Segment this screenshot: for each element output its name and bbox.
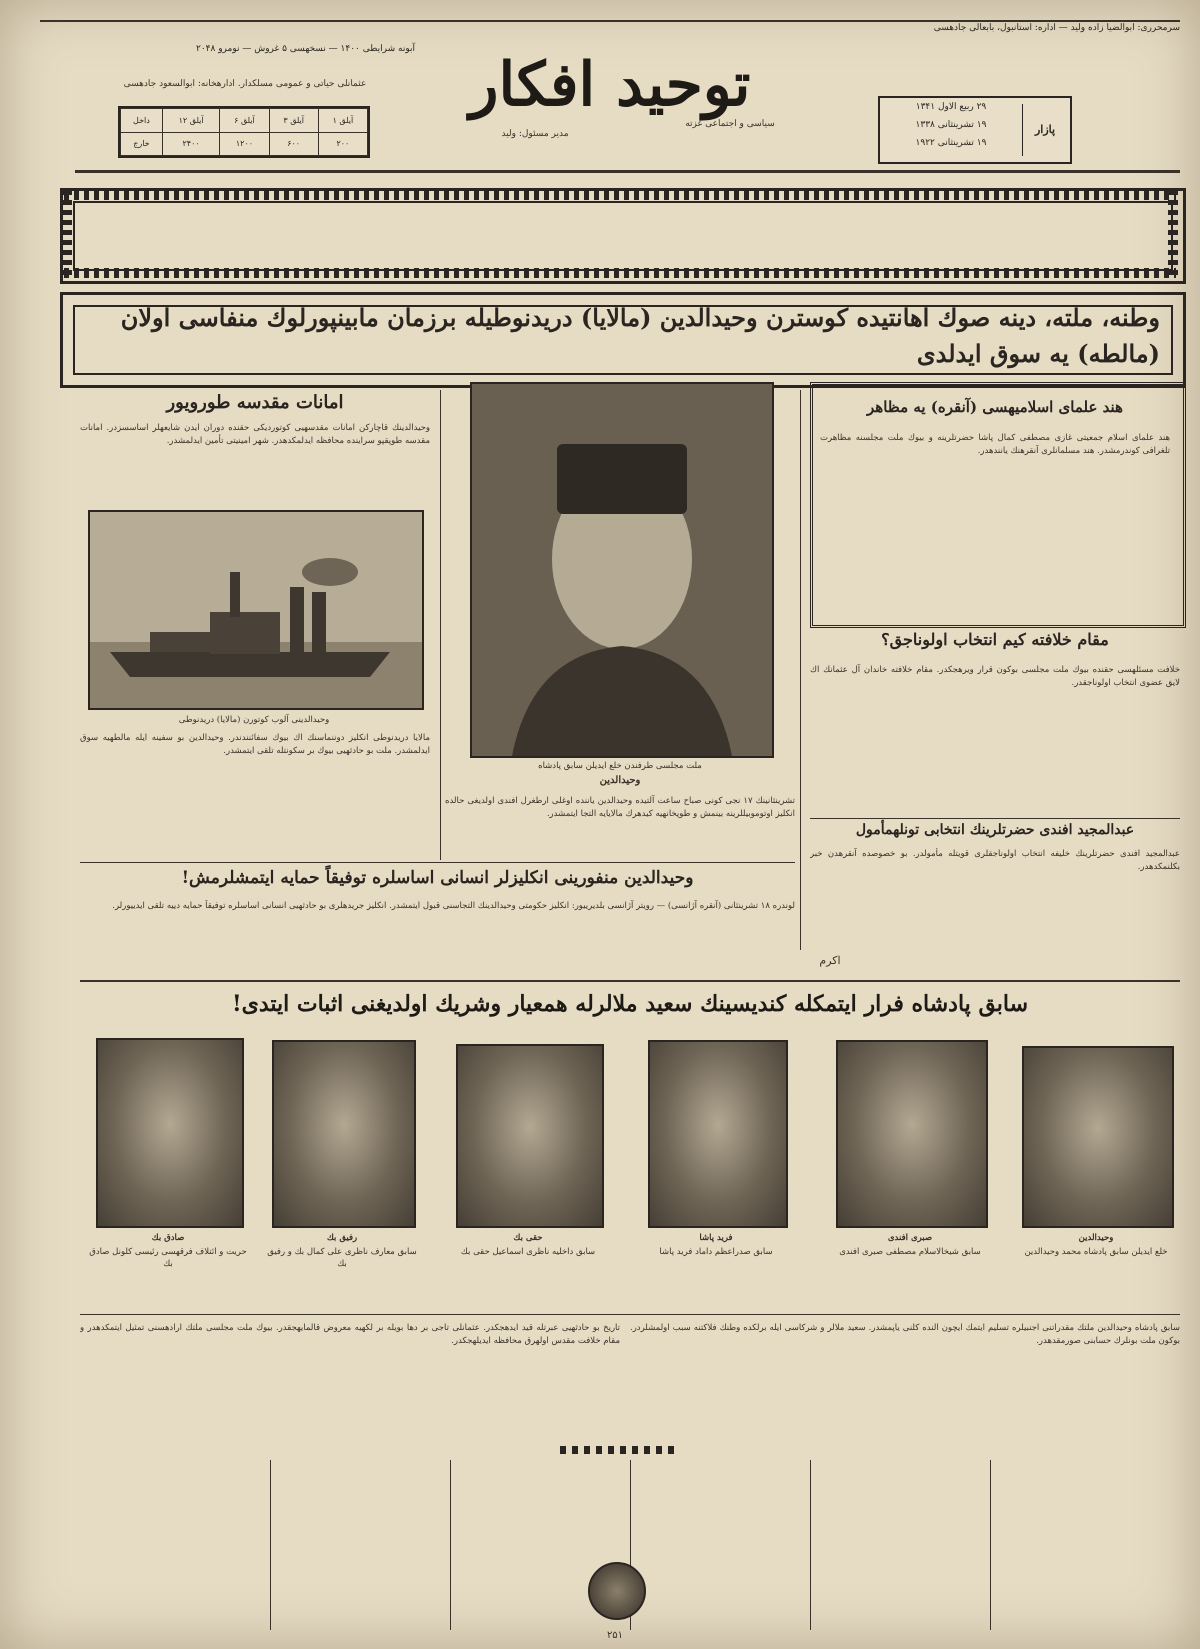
- ornament-divider: [560, 1446, 680, 1454]
- portrait-1-caption: خلع ایدیلن سابق پادشاه محمد وحیدالدین: [1024, 1247, 1168, 1257]
- portrait-5-name: رفیق بك: [326, 1233, 358, 1243]
- date-hijri: ۱۹ تشرینثانی ۱۳۳۸: [915, 120, 987, 130]
- masthead-subtitle-right: سیاسی و اجتماعی غزته: [685, 119, 775, 129]
- caliphate-heading: مقام خلافته کیم انتخاب اولوناجق؟: [881, 630, 1109, 649]
- date-box: [878, 96, 1072, 164]
- date-rumi: ۲۹ ربیع الاول ۱۳۴۱: [915, 102, 987, 112]
- bottom-column-rule-2: [450, 1460, 451, 1630]
- library-seal-icon: [588, 1562, 646, 1620]
- subheadline: وحیدالدین منفورینی انکلیزلر انسانی اساسلره توفیقاً حمایه ایتمشلرمش!: [181, 868, 694, 888]
- right-header-line: سرمحرری: ابوالضیا زاده ولید — اداره: استانبول، بابعالی جادهسی: [933, 23, 1180, 33]
- masthead-bottom-rule: [75, 170, 1180, 173]
- portrait-2: [836, 1040, 988, 1228]
- big-heading-top-rule: [80, 980, 1180, 982]
- price-cell: ۱۲ آیلق: [162, 109, 219, 133]
- left-header-line: آبونه شرایطی ۱۴۰۰ — نسخهسی ۵ غروش — نومرو ۲۰۴۸: [196, 44, 415, 54]
- india-ulema-body: هند علمای اسلام جمعیتی غازی مصطفی کمال پاشا حضرتلرینه و بیوك ملت مجلسنه مظاهرت تلغرافی کوندرمشدر. هند مسلمانلری آنقرهنك یانندهدر.: [820, 433, 1170, 456]
- battleship-caption: وحیدالدینی آلوب کوتورن (مالایا) دریدنوطی: [178, 715, 330, 725]
- date-day: پازار: [1022, 104, 1067, 156]
- price-cell: ۳ آیلق: [269, 109, 318, 133]
- portrait-6: [96, 1038, 244, 1228]
- center-body: تشرینثانینك ۱۷ نجی کونی صباح ساعت آلتیده وحیدالدین یاننده اوغلی ارطغرل افندی اولدیغی حالده انکلیز اوتوموبیللرینه بینمش و طوپخانهیه کیدهرك مالایایه التجا ایتمشدر.: [445, 796, 795, 819]
- main-headline: وطنه، ملته، دینه صوك اهانتیده کوسترن وحیدالدین (مالایا) دریدنوطیله برزمان مابینپورلوك منفاسی اولان (مالطه) یه سوق ایدلدی: [120, 303, 1160, 368]
- masthead-subtitle-left: عثمانلی حیاتی و عمومی مسلکدار. ادارهخانه: ابوالسعود جادهسی: [123, 79, 367, 89]
- banner-pattern-left: [62, 190, 72, 276]
- price-cell: ۶ آیلق: [220, 109, 269, 133]
- left-column-body-2: مالایا دریدنوطی انکلیز دوننماسنك اك بیوك سفائنندندر. وحیدالدین بو سفینه ایله مالطهیه سوق ایدلمشدر. ملت بو حادثهیی بیوك بر سکونتله تلقی ایتمشدر.: [80, 733, 430, 756]
- portrait-2-name: صبری افندی: [887, 1233, 933, 1243]
- bottom-text-left: تاریخ بو حادثهیی عبرتله قید ایدهجکدر. عثمانلی تاجی بر دها بویله بر لکهیه معروض قالمایهجقدر. بیوك ملت مجلسی ملتك ارادهسنی تمثیل ایتمکدهدر و مقام خلافت مقدس اولهرق محافظه ایدیلهجکدر.: [80, 1323, 620, 1346]
- price-cell: ۱۲۰۰: [220, 132, 269, 156]
- battleship-photo: [88, 510, 424, 710]
- big-heading: سابق پادشاه فرار ایتمکله کندیسینك سعید ملالرله همعیار وشریك اولدیغنی اثبات ایتدی!: [231, 991, 1029, 1017]
- price-cell: داخل: [121, 109, 163, 133]
- portrait-1-name: وحیدالدین: [1078, 1233, 1114, 1243]
- portrait-6-caption: حریت و ائتلاف فرقهسی رئیسی کلونل صادق بك: [89, 1247, 247, 1269]
- subscription-price-table: [118, 106, 370, 158]
- signature: اكرم: [819, 954, 841, 967]
- column-rule-left: [440, 390, 441, 860]
- price-cell: ۶۰۰: [269, 132, 318, 156]
- price-cell: ۲۰۰: [318, 132, 367, 156]
- price-cell: ۱ آیلق: [318, 109, 367, 133]
- portrait-5: [272, 1040, 416, 1228]
- portrait-caption: وحیدالدین: [599, 775, 641, 786]
- price-cell: خارج: [121, 132, 163, 156]
- page-number: ۲۵۱: [606, 1630, 624, 1641]
- date-miladi: ۱۹ تشرینثانی ۱۹۲۲: [915, 138, 987, 148]
- subheadline-rule: [80, 862, 795, 863]
- portrait-figure-icon: [472, 384, 772, 756]
- portrait-1: [1022, 1046, 1174, 1228]
- price-cell: ۲۴۰۰: [162, 132, 219, 156]
- india-ulema-heading: هند علمای اسلامیهسی (آنقره) یه مظاهر: [867, 398, 1123, 416]
- bottom-column-rule-5: [810, 1460, 811, 1630]
- portrait-2-caption: سابق شیخالاسلام مصطفی صبری افندی: [839, 1247, 981, 1257]
- portrait-4-name: حقی بك: [513, 1233, 543, 1243]
- caliphate-body: خلافت مسئلهسی حقنده بیوك ملت مجلسی بوکون قرار ویرهجکدر. مقام خلافته خاندان آل عثمانك اك لایق عضوی انتخاب اولوناجقدر.: [810, 665, 1180, 688]
- battleship-icon: [90, 512, 422, 708]
- portrait-3-caption: سابق صدراعظم داماد فرید پاشا: [659, 1247, 773, 1257]
- portrait-3: [648, 1040, 788, 1228]
- banner-pattern-bottom: [64, 268, 1176, 278]
- left-column-heading: امانات مقدسه طورویور: [166, 392, 344, 413]
- bottom-text-right: سابق پادشاه وحیدالدین ملتك مقدراتنی اجنبیلره تسلیم ایتمك ایچون النده کلنی یاپمشدر. سعید ملالر و شرکاسی ایله برلکده وطنك فلاکتنه سبب اولمشلردر. بوکون ملت بونلرك حسابنی صورمقدهدر.: [630, 1323, 1180, 1346]
- column-rule-right: [800, 390, 801, 950]
- bottom-rule: [80, 1314, 1180, 1315]
- banner-pattern-top: [64, 190, 1176, 200]
- portrait-caption-2: ملت مجلسی طرفندن خلع ایدیلن سابق پادشاه: [538, 761, 702, 771]
- portrait-6-name: صادق بك: [151, 1233, 185, 1243]
- right-column-rule: [810, 818, 1180, 819]
- portrait-4-caption: سابق داخلیه ناظری اسماعیل حقی بك: [460, 1247, 596, 1257]
- portrait-5-caption: سابق معارف ناظری علی کمال بك و رفیق بك: [267, 1247, 417, 1269]
- portrait-4: [456, 1044, 604, 1228]
- bottom-column-rule-4: [990, 1460, 991, 1630]
- masthead-title: توحید افکار: [469, 50, 751, 120]
- vahideddin-portrait: [470, 382, 774, 758]
- abdulmecid-heading: عبدالمجید افندی حضرتلرینك انتخابی تونلهمأمول: [855, 822, 1135, 838]
- portrait-3-name: فرید پاشا: [699, 1233, 733, 1243]
- banner-pattern-right: [1168, 190, 1178, 276]
- bottom-column-rule-3: [270, 1460, 271, 1630]
- abdulmecid-body: عبدالمجید افندی حضرتلرینك خلیفه انتخاب اولوناجقلری قویتله مأمولدر. بو خصوصده آنقرهدن خبر بکلنمکدهدر.: [810, 849, 1180, 872]
- left-column-body: وحیدالدینك قاچارکن امانات مقدسهیی کوتوردیکی حقنده دوران ایدن شایعهلر اساسسزدر. امانات مقدسه طوپقپو سراینده محافظه ایدلمکدهدر. شهر امینیتی تأمین ایدلمشدر.: [80, 423, 430, 446]
- founder-line: مدیر مسئول: ولید: [501, 129, 569, 139]
- subheadline-body: لوندره ۱۸ تشرینثانی (آنقره آژانسی) — رویتر آژانسی بلدیرییور: انکلیز حکومتی وحیدالدینك التجاسنی قبول ایتمشدر. انکلیز جریدهلری بو حادثهیی انسانی اساسلره توفیقاً حمایه دییه تلقی ایدییورلر.: [112, 901, 795, 911]
